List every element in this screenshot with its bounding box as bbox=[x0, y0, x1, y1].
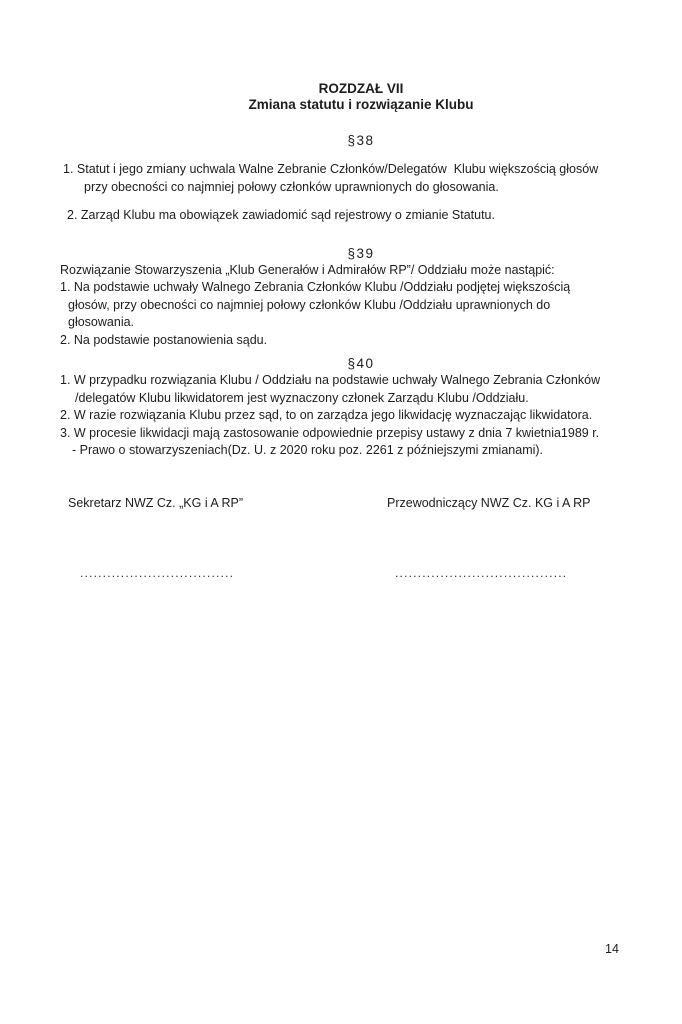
chapter-title: Zmiana statutu i rozwiązanie Klubu bbox=[248, 97, 474, 112]
section-39-marker: §39 bbox=[347, 245, 375, 261]
chairman-signature-line: ...................................... bbox=[395, 565, 568, 580]
signature-area bbox=[58, 496, 664, 606]
s40-item-2: 2. W razie rozwiązania Klubu przez sąd, to on zarządza jego likwidację wyznaczając likwidatora. bbox=[60, 408, 593, 422]
section-38-body bbox=[58, 161, 664, 225]
s40-item-3-line-1: 3. W procesie likwidacji mają zastosowanie odpowiednie przepisy ustawy z dnia 7 kwietnia1989 r. bbox=[60, 425, 600, 440]
page-number: 14 bbox=[605, 942, 619, 956]
s39-item-1-line-3: głosowania. bbox=[68, 315, 135, 329]
s40-item-1-line-2: /delegatów Klubu likwidatorem jest wyznaczony członek Zarządu Klubu /Oddziału. bbox=[75, 390, 529, 405]
secretary-signature-label: Sekretarz NWZ Cz. „KG i A RP” bbox=[68, 495, 244, 510]
s39-item-2: 2. Na podstawie postanowienia sądu. bbox=[60, 332, 268, 347]
document-content bbox=[58, 0, 664, 606]
chairman-signature-label: Przewodniczący NWZ Cz. KG i A RP bbox=[387, 495, 591, 510]
s38-item-1-line-1: 1. Statut i jego zmiany uchwala Walne Zebranie Członków/Delegatów Klubu większością głosów bbox=[63, 162, 599, 176]
section-40-body bbox=[58, 372, 664, 460]
section-39-body bbox=[58, 262, 664, 350]
section-38-marker: §38 bbox=[347, 133, 375, 148]
chapter-heading bbox=[58, 81, 664, 113]
s40-item-1-line-1: 1. W przypadku rozwiązania Klubu / Oddziału na podstawie uchwały Walnego Zebrania Członków bbox=[60, 373, 601, 387]
s38-item-1-line-2: przy obecności co najmniej połowy członków uprawnionych do głosowania. bbox=[84, 179, 499, 194]
secretary-signature-line: .................................. bbox=[80, 565, 235, 580]
s39-item-1-line-2: głosów, przy obecności co najmniej połowy członków Klubu /Oddziału uprawnionych do bbox=[68, 297, 551, 312]
s38-item-2: 2. Zarząd Klubu ma obowiązek zawiadomić sąd rejestrowy o zmianie Statutu. bbox=[67, 208, 495, 222]
section-40-marker: §40 bbox=[347, 356, 375, 371]
s40-item-3-line-2: - Prawo o stowarzyszeniach(Dz. U. z 2020 roku poz. 2261 z późniejszymi zmianami). bbox=[72, 443, 544, 457]
chapter-number: ROZDZAŁ VII bbox=[318, 81, 404, 96]
s39-item-1-line-1: 1. Na podstawie uchwały Walnego Zebrania Członków Klubu /Oddziału podjętej większością bbox=[60, 280, 571, 294]
s39-intro: Rozwiązanie Stowarzyszenia „Klub Generałów i Admirałów RP”/ Oddziału może nastąpić: bbox=[60, 262, 555, 277]
